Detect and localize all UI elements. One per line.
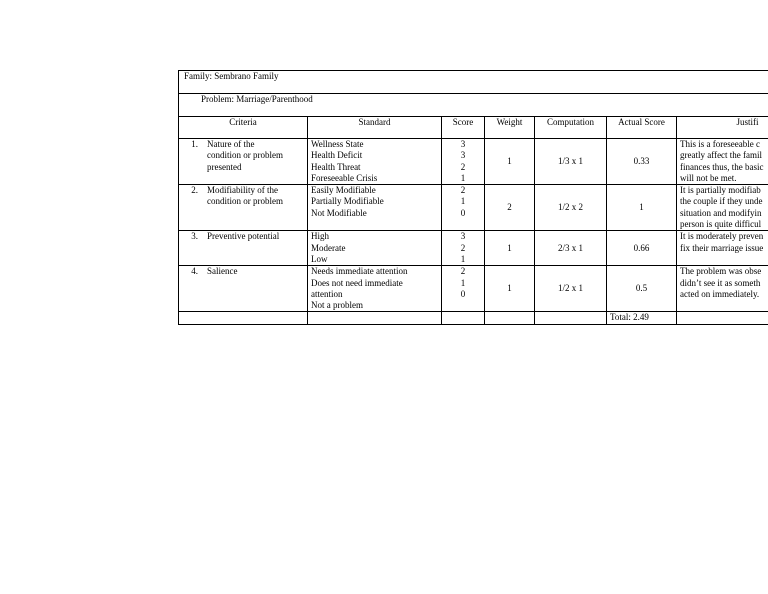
weight-cell: 1 <box>485 266 535 312</box>
criteria-number: 4. <box>191 266 198 277</box>
total-score: Total: 2.49 <box>607 312 677 324</box>
standard-cell: Wellness State Health Deficit Health Threat Foreseeable Crisis <box>308 139 442 185</box>
problem-scoring-table <box>178 70 768 325</box>
justification-cell: The problem was obse didn’t see it as someth acted on immediately. <box>677 266 768 312</box>
weight-cell: 1 <box>485 231 535 266</box>
col-header-justification: Justifi <box>677 117 768 139</box>
scoring-table-container <box>178 70 768 325</box>
score-cell: 2 1 0 <box>442 266 485 312</box>
empty-cell <box>485 312 535 324</box>
score-cell: 2 1 0 <box>442 185 485 231</box>
problem-row <box>179 94 768 117</box>
computation-cell: 1/2 x 1 <box>535 266 607 312</box>
computation-cell: 1/2 x 2 <box>535 185 607 231</box>
col-header-criteria: Criteria <box>179 117 308 139</box>
col-header-score: Score <box>442 117 485 139</box>
col-header-weight: Weight <box>485 117 535 139</box>
col-header-standard: Standard <box>308 117 442 139</box>
actual-score-cell: 0.33 <box>607 139 677 185</box>
weight-cell: 1 <box>485 139 535 185</box>
score-cell: 3 3 2 1 <box>442 139 485 185</box>
criteria-cell <box>179 231 308 266</box>
computation-cell: 1/3 x 1 <box>535 139 607 185</box>
criteria-label: Modifiability of the condition or problem <box>207 185 283 207</box>
table-row <box>179 231 768 266</box>
table-row <box>179 185 768 231</box>
criteria-cell <box>179 266 308 312</box>
standard-cell: Needs immediate attention Does not need immediate attention Not a problem <box>308 266 442 312</box>
computation-cell: 2/3 x 1 <box>535 231 607 266</box>
weight-cell: 2 <box>485 185 535 231</box>
criteria-label: Preventive potential <box>207 231 280 242</box>
criteria-cell <box>179 139 308 185</box>
table-row <box>179 266 768 312</box>
criteria-cell <box>179 185 308 231</box>
actual-score-cell: 1 <box>607 185 677 231</box>
empty-cell <box>179 312 308 324</box>
header-row <box>179 117 768 139</box>
justification-cell: It is moderately preven fix their marriage issue <box>677 231 768 266</box>
problem-cell <box>179 94 768 117</box>
criteria-number: 3. <box>191 231 198 242</box>
total-row <box>179 312 768 324</box>
standard-cell: High Moderate Low <box>308 231 442 266</box>
criteria-number: 2. <box>191 185 198 196</box>
justification-cell: It is partially modifiab the couple if they unde situation and modifyin person is quite difficul <box>677 185 768 231</box>
problem-label: Problem: Marriage/Parenthood <box>201 94 313 104</box>
col-header-actual-score: Actual Score <box>607 117 677 139</box>
empty-cell <box>535 312 607 324</box>
empty-cell <box>442 312 485 324</box>
standard-cell: Easily Modifiable Partially Modifiable Not Modifiable <box>308 185 442 231</box>
actual-score-cell: 0.5 <box>607 266 677 312</box>
family-label: Family: Sembrano Family <box>184 71 279 81</box>
family-row <box>179 71 768 94</box>
table-row <box>179 139 768 185</box>
criteria-number: 1. <box>191 139 198 149</box>
actual-score-cell: 0.66 <box>607 231 677 266</box>
criteria-label: Nature of the condition or problem presented <box>207 139 283 172</box>
family-cell <box>179 71 768 94</box>
score-cell: 3 2 1 <box>442 231 485 266</box>
criteria-label: Salience <box>207 266 238 277</box>
empty-cell <box>308 312 442 324</box>
empty-cell <box>677 312 768 324</box>
justification-cell: This is a foreseeable c greatly affect the famil finances thus, the basic will not be met. <box>677 139 768 185</box>
col-header-computation: Computation <box>535 117 607 139</box>
